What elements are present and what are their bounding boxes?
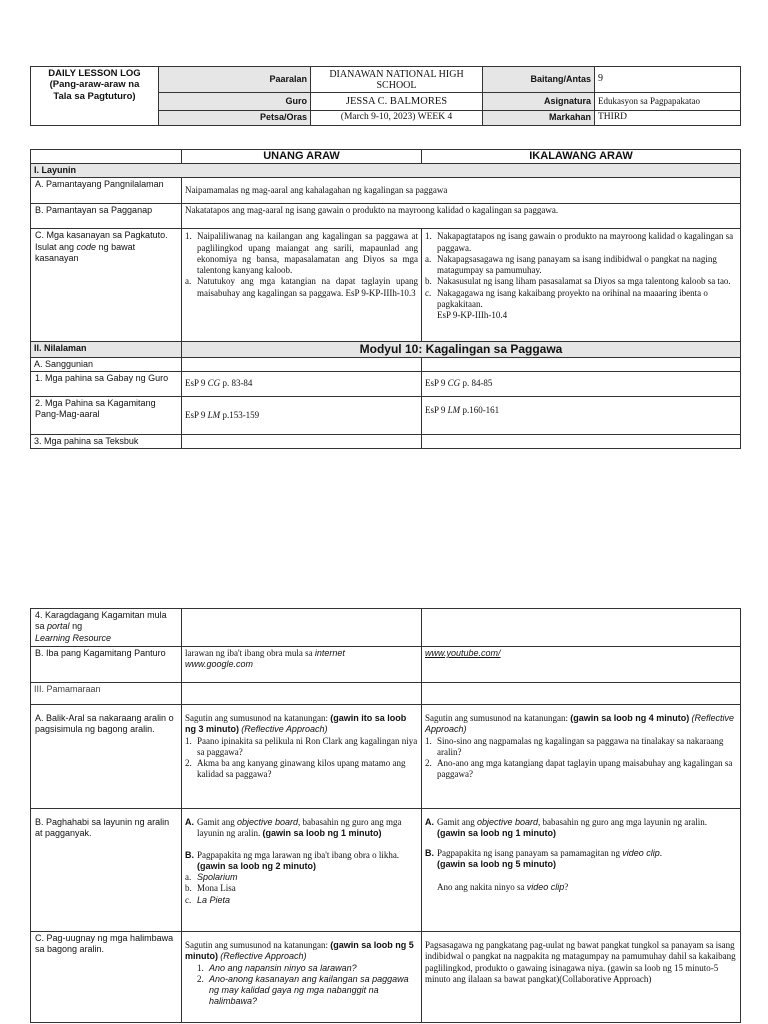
- iba-pang-kagamitan-day2: [422, 647, 741, 683]
- kasanayan-day2-code: EsP 9-KP-IIIh-10.4: [437, 310, 508, 320]
- list-marker: a.: [185, 872, 192, 882]
- paghahabi-day2-b-letter: B.: [425, 847, 434, 858]
- balik-aral-day1: [182, 705, 422, 809]
- kasanayan-day2-item: [425, 288, 737, 311]
- paghahabi-day1: [182, 809, 422, 932]
- kagamitang-day1-i: LM: [207, 409, 221, 420]
- pamantayang-pangnilalaman-label: A. Pamantayang Pangnilalaman: [31, 178, 182, 204]
- list-text: Spolarium: [197, 872, 238, 882]
- pag-uugnay-day1-item: [197, 974, 418, 1008]
- pamantayan-pagganap-value: Nakatatapos ang mag-aaral ng isang gawain o produkto na mayroong kalidad o kagalingan sa paggawa.: [182, 204, 741, 229]
- gabay-guro-day2-b: p. 84-85: [462, 378, 493, 389]
- list-marker: 1.: [185, 735, 192, 746]
- paghahabi-day2-a-text: Gamit ang: [437, 817, 475, 827]
- list-marker: c.: [185, 894, 192, 905]
- kasanayan-day1-list: [185, 231, 418, 299]
- teksbuk-day2: [422, 435, 741, 449]
- kasanayan-label-code: code: [76, 241, 97, 252]
- balik-aral-day2-item: [425, 758, 737, 781]
- col-ikalawang-araw: IKALAWANG ARAW: [422, 150, 741, 164]
- header-table: [30, 66, 741, 126]
- list-marker: 2.: [425, 758, 432, 768]
- lesson-table-1: [30, 149, 741, 449]
- lesson-table-2: [30, 608, 741, 1023]
- kasanayan-label-text-2: ng bawat kasanayan: [35, 241, 136, 263]
- baitang-label: Baitang/Antas: [483, 67, 595, 93]
- paaralan-value: DIANAWAN NATIONAL HIGH SCHOOL: [311, 67, 483, 93]
- list-marker: c.: [425, 287, 432, 298]
- markahan-value: THIRD: [595, 111, 741, 126]
- list-marker: b.: [425, 276, 432, 287]
- kagamitang-mag-aaral-day1: [182, 397, 422, 435]
- paghahabi-day2-a-text2: , babasahin ng guro ang mga layunin ng aralin.: [538, 817, 708, 827]
- list-text: Paano ipinakita sa pelikula ni Ron Clark ang kagalingan niya sa paggawa?: [197, 735, 418, 757]
- pamantayang-pangnilalaman-value: Naipamamalas ng mag-aaral ang kahalagahan ng kagalingan sa paggawa: [182, 178, 741, 204]
- nilalaman-heading: II. Nilalaman: [31, 342, 182, 358]
- list-text: Ano ang napansin ninyo sa larawan?: [209, 962, 357, 973]
- kagamitang-mag-aaral-day2: [422, 397, 741, 435]
- paghahabi-day2-a-letter: A.: [425, 817, 434, 827]
- paghahabi-day1-b-letter: B.: [185, 849, 194, 860]
- balik-aral-label: A. Balik-Aral sa nakaraang aralin o pagsisimula ng bagong aralin.: [31, 705, 182, 809]
- gabay-guro-day2-a: EsP 9: [425, 378, 446, 389]
- modyul-title: Modyul 10: Kagalingan sa Paggawa: [182, 342, 741, 358]
- balik-aral-day2-time: (gawin sa loob ng 4 minuto): [570, 713, 690, 723]
- paghahabi-day1-b-text: Pagpapakita ng mga larawan ng iba't ibang obra o likha.: [197, 849, 400, 860]
- list-text: Akma ba ang kanyang ginawang kilos upang matamo ang kalidad sa paggawa?: [197, 758, 406, 780]
- kasanayan-label: [31, 229, 182, 342]
- iba-pang-day1-i: internet: [314, 648, 345, 658]
- paaralan-label: Paaralan: [159, 67, 311, 93]
- balik-aral-day2-intro: Sagutin ang sumusunod na katanungan:: [425, 713, 568, 723]
- paghahabi-day1-a-text2: , babasahin ng guro ang mga layunin ng aralin.: [197, 817, 402, 839]
- paghahabi-label: B. Paghahabi sa layunin ng aralin at pagganyak.: [31, 809, 182, 932]
- list-text: Nakapagtatapos ng isang gawain o produkto na mayroong kalidad o kagalingan sa paggawa.: [437, 231, 734, 253]
- teksbuk-day1: [182, 435, 422, 449]
- list-text: Nakapagsasagawa ng isang panayam sa isang indibidwal o pangkat na naging matagumpay sa pamumuhay.: [437, 253, 717, 275]
- paghahabi-day2-b-text: Pagpapakita ng isang panayam sa pamamagitan ng: [437, 847, 620, 858]
- pag-uugnay-day1-item: [197, 963, 418, 974]
- kasanayan-day2-item: [425, 276, 737, 287]
- paghahabi-day2-a-time: (gawin sa loob ng 1 minuto): [437, 828, 556, 839]
- paghahabi-day2-b-time: (gawin sa loob ng 5 minuto): [437, 858, 556, 869]
- list-marker: 1.: [425, 231, 432, 242]
- teksbuk-label: 3. Mga pahina sa Teksbuk: [31, 435, 182, 449]
- iba-pang-kagamitan-day1: [182, 647, 422, 683]
- gabay-guro-day1-i: CG: [207, 378, 221, 389]
- pamamaraan-day1: [182, 683, 422, 705]
- balik-aral-day1-approach: (Reflective Approach): [241, 724, 328, 735]
- balik-aral-day1-item: [185, 758, 418, 781]
- kagamitang-mag-aaral-label: 2. Mga Pahina sa Kagamitang Pang-Mag-aaral: [31, 397, 182, 435]
- petsa-value: (March 9-10, 2023) WEEK 4: [311, 111, 483, 126]
- gabay-guro-day1-a: EsP 9: [185, 378, 206, 389]
- paghahabi-day2-q-text: Ano ang nakita ninyo sa: [437, 882, 525, 892]
- balik-aral-day1-intro: Sagutin ang sumusunod na katanungan:: [185, 713, 328, 723]
- karagdagang-label-2: ng: [72, 621, 83, 632]
- pag-uugnay-day1-approach: (Reflective Approach): [220, 951, 307, 962]
- paghahabi-day2-q-mark: ?: [564, 882, 569, 892]
- paghahabi-day1-a-letter: A.: [185, 817, 194, 827]
- kasanayan-day2-item: [425, 254, 737, 277]
- pamantayan-pagganap-label: B. Pamantayan sa Pagganap: [31, 204, 182, 229]
- pag-uugnay-day1-list: [185, 963, 418, 1008]
- kagamitang-day1-b: p.153-159: [222, 409, 260, 420]
- list-text: Sino-sino ang nagpamalas ng kagalingan sa paggawa na tinalakay sa nakaraang aralin?: [437, 735, 724, 757]
- list-marker: 2.: [185, 758, 192, 768]
- kasanayan-day2-item: [425, 231, 737, 254]
- iba-pang-day1-a: larawan ng iba't ibang obra mula sa: [185, 648, 313, 658]
- paghahabi-day2-a: [425, 817, 737, 840]
- kagamitang-day2-a: EsP 9: [425, 405, 446, 416]
- kasanayan-day2: [422, 229, 741, 342]
- guro-label: Guro: [159, 93, 311, 111]
- gabay-guro-day1: [182, 372, 422, 397]
- balik-aral-day2: [422, 705, 741, 809]
- paghahabi-day2: [422, 809, 741, 932]
- balik-aral-day2-list: [425, 736, 737, 781]
- balik-aral-day1-list: [185, 736, 418, 781]
- balik-aral-day1-item: [185, 736, 418, 759]
- paghahabi-day1-a-board: objective board: [237, 817, 299, 827]
- dll-title-cell: [31, 67, 159, 126]
- kagamitang-day1-a: EsP 9: [185, 409, 206, 420]
- iba-pang-kagamitan-label: B. Iba pang Kagamitang Panturo: [31, 647, 182, 683]
- youtube-link[interactable]: www.youtube.com/: [425, 648, 501, 658]
- gabay-guro-day2: [422, 372, 741, 397]
- paghahabi-day1-a: [185, 817, 418, 840]
- list-text: Ano-anong kasanayan ang kailangan sa paggawa ng may kalidad gaya ng mga nabanggit na halimbawa?: [209, 973, 409, 1007]
- blank-header-cell: [31, 150, 182, 164]
- pag-uugnay-day1-time: (gawin sa loob ng 5 minuto): [185, 940, 414, 962]
- sanggunian-day1: [182, 357, 422, 371]
- obra-item: [185, 895, 418, 906]
- list-marker: a.: [185, 276, 192, 287]
- list-marker: 1.: [185, 231, 192, 242]
- petsa-label: Petsa/Oras: [159, 111, 311, 126]
- gabay-guro-day1-b: p. 83-84: [222, 378, 253, 389]
- pamamaraan-day2: [422, 683, 741, 705]
- dll-title: DAILY LESSON LOG: [48, 68, 141, 79]
- karagdagang-label-1: 4. Karagdagang Kagamitan mula sa: [35, 610, 167, 632]
- balik-aral-day2-approach: (Reflective Approach): [425, 713, 734, 735]
- list-text: Ano-ano ang mga katangiang dapat taglayin upang maisabuhay ang kagalingan sa paggawa?: [437, 758, 733, 780]
- list-marker: 1.: [425, 735, 432, 746]
- kasanayan-day1-item: [185, 231, 418, 276]
- layunin-heading: I. Layunin: [31, 164, 741, 178]
- gabay-guro-day2-i: CG: [447, 378, 461, 389]
- kasanayan-label-text: C. Mga kasanayan sa Pagkatuto. Isulat ang: [35, 230, 168, 252]
- paghahabi-day2-question: [425, 882, 737, 893]
- baitang-value: 9: [595, 67, 741, 93]
- list-text: Naipaliliwanag na kailangan ang kagalingan sa paggawa at paglilingkod upang maiangat ang sarili, mapaunlad ang ekonomiya ng bansa, mapasalamatan ang Diyos sa mga talentong kanyang kaloob.: [197, 231, 418, 275]
- karagdagang-kagamitan-label: [31, 609, 182, 647]
- obra-item: [185, 872, 418, 883]
- kasanayan-day1: [182, 229, 422, 342]
- obra-item: [185, 883, 418, 894]
- paghahabi-day2-a-board: objective board: [477, 817, 539, 827]
- kagamitang-day2-i: LM: [447, 405, 461, 416]
- paghahabi-day1-a-text: Gamit ang: [197, 817, 235, 827]
- paghahabi-day2-b-video: video clip: [622, 847, 660, 858]
- kasanayan-day1-item: [185, 276, 418, 299]
- gabay-guro-label: 1. Mga pahina sa Gabay ng Guro: [31, 372, 182, 397]
- paghahabi-day1-b-time: (gawin sa loob ng 2 minuto): [197, 860, 316, 871]
- paghahabi-day2-b: B. Pagpapakita ng isang panayam sa pamamagitan ng video clip. (gawin sa loob ng 5 minuto): [425, 848, 737, 871]
- kagamitang-day2-b: p.160-161: [462, 405, 500, 416]
- pamamaraan-heading: III. Pamamaraan: [31, 683, 182, 705]
- pag-uugnay-day1: [182, 932, 422, 1023]
- list-text: Nakagagawa ng isang kakaibang proyekto na orihinal na maaaring ibenta o pagkakitaan.: [437, 287, 708, 309]
- balik-aral-day2-item: [425, 736, 737, 759]
- list-text: La Pieta: [197, 894, 231, 905]
- paghahabi-day1-b: [185, 850, 418, 873]
- pag-uugnay-day2: Pagsasagawa ng pangkatang pag-uulat ng bawat pangkat tungkol sa panayam sa isang indibidwal o pangkat na nagpakita ng matagumpay na pamumuhay dahil sa kakaibang paglilingkod, produkto o gawaing isinagawa niya. (gawin sa loob ng 15 minuto-5 minuto ang ilalaan sa bawat pangkat)(Collaborative Approach): [422, 932, 741, 1023]
- pag-uugnay-label: C. Pag-uugnay ng mga halimbawa sa bagong aralin.: [31, 932, 182, 1023]
- guro-value: JESSA C. BALMORES: [311, 93, 483, 111]
- karagdagang-day1: [182, 609, 422, 647]
- list-marker: 1.: [197, 962, 204, 973]
- list-marker: a.: [425, 253, 432, 264]
- paghahabi-day1-a-time: (gawin sa loob ng 1 minuto): [262, 828, 382, 839]
- dll-subtitle-1: (Pang-araw-araw na: [49, 79, 140, 91]
- paghahabi-day2-q-video: video clip: [526, 882, 565, 892]
- pag-uugnay-day1-intro: Sagutin ang sumusunod na katanungan:: [185, 940, 328, 950]
- dll-subtitle-2: Tala sa Pagtuturo): [53, 90, 136, 102]
- sanggunian-label: A. Sanggunian: [31, 357, 182, 371]
- karagdagang-day2: [422, 609, 741, 647]
- list-text: Nakasusulat ng isang liham pasasalamat sa Diyos sa mga talentong kaloob sa tao.: [437, 276, 731, 287]
- karagdagang-label-3: Learning Resource: [35, 632, 112, 643]
- list-text: Mona Lisa: [197, 883, 236, 894]
- markahan-label: Markahan: [483, 111, 595, 126]
- asignatura-value: Edukasyon sa Pagpapakatao: [595, 93, 741, 111]
- asignatura-label: Asignatura: [483, 93, 595, 111]
- list-text: Natutukoy ang mga katangian na dapat taglayin upang maisabuhay ang kagalingan sa paggawa. EsP 9-KP-IIIh-10.3: [197, 276, 418, 298]
- google-link[interactable]: www.google.com: [185, 659, 254, 670]
- list-marker: 2.: [197, 973, 204, 984]
- karagdagang-label-portal: portal: [47, 621, 70, 632]
- obra-list: [185, 872, 418, 906]
- col-unang-araw: UNANG ARAW: [182, 150, 422, 164]
- list-marker: b.: [185, 883, 192, 894]
- sanggunian-day2: [422, 357, 741, 371]
- balik-aral-day1-time: (gawin ito sa loob ng 3 minuto): [185, 713, 407, 735]
- kasanayan-day2-list: [425, 231, 737, 310]
